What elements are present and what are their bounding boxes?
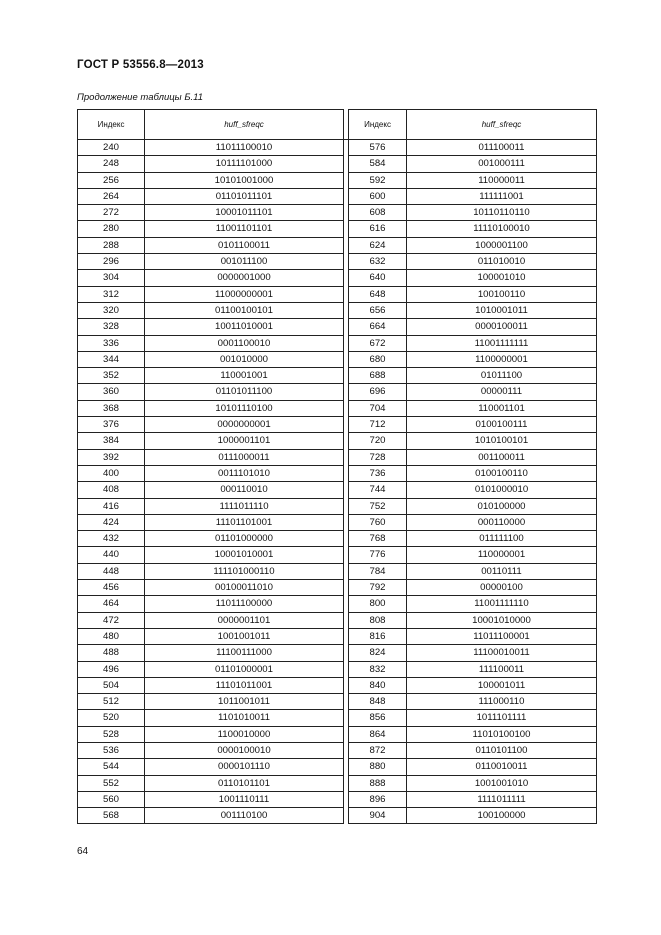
cell-code-right: 0100100111	[407, 417, 597, 433]
cell-index-right: 608	[349, 205, 407, 221]
cell-code-right: 111000110	[407, 694, 597, 710]
cell-index-left: 280	[78, 221, 145, 237]
cell-code-left: 0101100011	[145, 237, 344, 253]
cell-code-left: 0000001000	[145, 270, 344, 286]
cell-code-right: 11100010011	[407, 645, 597, 661]
cell-index-right: 840	[349, 677, 407, 693]
cell-code-left: 0000101110	[145, 759, 344, 775]
table-row	[78, 563, 597, 579]
column-header-index-left: Индекс	[78, 110, 145, 140]
cell-index-right: 688	[349, 368, 407, 384]
cell-code-right: 100001010	[407, 270, 597, 286]
cell-index-right: 872	[349, 742, 407, 758]
cell-code-right: 1111011111	[407, 791, 597, 807]
cell-code-left: 01101000000	[145, 531, 344, 547]
cell-index-right: 576	[349, 140, 407, 156]
cell-index-left: 472	[78, 612, 145, 628]
cell-index-left: 560	[78, 791, 145, 807]
cell-code-right: 010100000	[407, 498, 597, 514]
cell-index-right: 640	[349, 270, 407, 286]
cell-index-right: 600	[349, 188, 407, 204]
cell-index-right: 584	[349, 156, 407, 172]
cell-code-left: 1100010000	[145, 726, 344, 742]
table-header-row	[78, 110, 597, 140]
cell-index-right: 648	[349, 286, 407, 302]
cell-index-left: 496	[78, 661, 145, 677]
cell-index-right: 768	[349, 531, 407, 547]
cell-code-right: 000110000	[407, 514, 597, 530]
cell-index-left: 520	[78, 710, 145, 726]
cell-code-right: 111100011	[407, 661, 597, 677]
cell-index-left: 272	[78, 205, 145, 221]
table-row	[78, 156, 597, 172]
table-row	[78, 417, 597, 433]
cell-index-left: 296	[78, 254, 145, 270]
table-row	[78, 791, 597, 807]
cell-code-right: 0110101100	[407, 742, 597, 758]
cell-index-right: 720	[349, 433, 407, 449]
cell-index-left: 528	[78, 726, 145, 742]
cell-index-right: 696	[349, 384, 407, 400]
cell-code-right: 1010001011	[407, 302, 597, 318]
cell-code-left: 10001011101	[145, 205, 344, 221]
cell-code-left: 1001110111	[145, 791, 344, 807]
column-header-code-right: huff_sfreqc	[407, 110, 597, 140]
cell-code-left: 1000001101	[145, 433, 344, 449]
cell-index-left: 544	[78, 759, 145, 775]
cell-index-left: 344	[78, 351, 145, 367]
cell-index-left: 352	[78, 368, 145, 384]
cell-index-right: 744	[349, 482, 407, 498]
cell-index-left: 504	[78, 677, 145, 693]
table-row	[78, 628, 597, 644]
cell-index-right: 592	[349, 172, 407, 188]
cell-code-right: 11001111111	[407, 335, 597, 351]
cell-index-left: 448	[78, 563, 145, 579]
cell-code-left: 11101011001	[145, 677, 344, 693]
cell-code-left: 0001100010	[145, 335, 344, 351]
table-row	[78, 710, 597, 726]
cell-index-left: 320	[78, 302, 145, 318]
cell-index-right: 728	[349, 449, 407, 465]
cell-index-left: 552	[78, 775, 145, 791]
table-row	[78, 514, 597, 530]
cell-code-right: 1100000001	[407, 351, 597, 367]
table-row	[78, 677, 597, 693]
cell-code-left: 1111011110	[145, 498, 344, 514]
cell-code-left: 0110101101	[145, 775, 344, 791]
table-row	[78, 759, 597, 775]
table-row	[78, 384, 597, 400]
cell-code-left: 11011100010	[145, 140, 344, 156]
cell-code-left: 000110010	[145, 482, 344, 498]
cell-code-right: 10110110110	[407, 205, 597, 221]
column-header-index-right: Индекс	[349, 110, 407, 140]
cell-index-right: 752	[349, 498, 407, 514]
cell-index-left: 304	[78, 270, 145, 286]
cell-code-left: 1101010011	[145, 710, 344, 726]
cell-index-left: 248	[78, 156, 145, 172]
cell-code-left: 10001010001	[145, 547, 344, 563]
cell-code-left: 11000000001	[145, 286, 344, 302]
cell-code-left: 111101000110	[145, 563, 344, 579]
cell-index-right: 824	[349, 645, 407, 661]
cell-code-right: 1000001100	[407, 237, 597, 253]
cell-code-left: 10111101000	[145, 156, 344, 172]
cell-index-right: 784	[349, 563, 407, 579]
cell-index-right: 800	[349, 596, 407, 612]
cell-code-left: 11011100000	[145, 596, 344, 612]
cell-code-right: 00000100	[407, 580, 597, 596]
cell-index-right: 776	[349, 547, 407, 563]
cell-code-left: 0000000001	[145, 417, 344, 433]
cell-index-right: 704	[349, 400, 407, 416]
cell-index-right: 848	[349, 694, 407, 710]
cell-code-left: 11001101101	[145, 221, 344, 237]
cell-code-left: 0011101010	[145, 465, 344, 481]
cell-index-right: 760	[349, 514, 407, 530]
table-row	[78, 351, 597, 367]
cell-code-right: 00000111	[407, 384, 597, 400]
table-row	[78, 172, 597, 188]
cell-code-left: 10101110100	[145, 400, 344, 416]
table-row	[78, 547, 597, 563]
table-row	[78, 270, 597, 286]
cell-index-right: 664	[349, 319, 407, 335]
cell-index-right: 888	[349, 775, 407, 791]
cell-index-left: 408	[78, 482, 145, 498]
table-row	[78, 694, 597, 710]
cell-code-right: 1001001010	[407, 775, 597, 791]
cell-code-left: 11101101001	[145, 514, 344, 530]
table-row	[78, 140, 597, 156]
table-row	[78, 482, 597, 498]
cell-index-left: 488	[78, 645, 145, 661]
cell-code-right: 00110111	[407, 563, 597, 579]
cell-code-right: 011010010	[407, 254, 597, 270]
table-row	[78, 221, 597, 237]
table-row	[78, 742, 597, 758]
cell-code-right: 1010100101	[407, 433, 597, 449]
cell-code-right: 1011101111	[407, 710, 597, 726]
cell-code-right: 0100100110	[407, 465, 597, 481]
table-row	[78, 531, 597, 547]
table-row	[78, 808, 597, 824]
table-row	[78, 645, 597, 661]
cell-index-left: 416	[78, 498, 145, 514]
cell-code-right: 11110100010	[407, 221, 597, 237]
cell-index-left: 336	[78, 335, 145, 351]
cell-index-right: 904	[349, 808, 407, 824]
table-row	[78, 498, 597, 514]
cell-code-left: 1001001011	[145, 628, 344, 644]
table-row	[78, 286, 597, 302]
cell-index-left: 568	[78, 808, 145, 824]
cell-code-right: 110000001	[407, 547, 597, 563]
cell-index-left: 264	[78, 188, 145, 204]
cell-index-right: 864	[349, 726, 407, 742]
cell-index-left: 288	[78, 237, 145, 253]
table-row	[78, 400, 597, 416]
cell-code-left: 11100111000	[145, 645, 344, 661]
code-table	[77, 109, 597, 824]
cell-index-left: 312	[78, 286, 145, 302]
cell-code-left: 01100100101	[145, 302, 344, 318]
cell-code-left: 0000001101	[145, 612, 344, 628]
cell-code-left: 001110100	[145, 808, 344, 824]
cell-code-right: 111111001	[407, 188, 597, 204]
cell-index-right: 832	[349, 661, 407, 677]
cell-index-right: 632	[349, 254, 407, 270]
cell-index-right: 656	[349, 302, 407, 318]
table-row	[78, 319, 597, 335]
cell-code-right: 001000111	[407, 156, 597, 172]
cell-index-left: 328	[78, 319, 145, 335]
cell-code-right: 0000100011	[407, 319, 597, 335]
cell-code-left: 10011010001	[145, 319, 344, 335]
cell-code-left: 01101011100	[145, 384, 344, 400]
cell-code-right: 10001010000	[407, 612, 597, 628]
cell-index-right: 712	[349, 417, 407, 433]
column-header-code-left: huff_sfreqc	[145, 110, 344, 140]
cell-code-right: 110000011	[407, 172, 597, 188]
cell-index-left: 424	[78, 514, 145, 530]
cell-index-left: 536	[78, 742, 145, 758]
table-row	[78, 335, 597, 351]
table-row	[78, 596, 597, 612]
table-row	[78, 368, 597, 384]
cell-index-left: 432	[78, 531, 145, 547]
cell-code-left: 01101011101	[145, 188, 344, 204]
cell-code-right: 001100011	[407, 449, 597, 465]
page-number: 64	[77, 846, 89, 857]
table-row	[78, 580, 597, 596]
cell-index-right: 808	[349, 612, 407, 628]
cell-index-right: 880	[349, 759, 407, 775]
cell-index-left: 368	[78, 400, 145, 416]
cell-code-right: 0101000010	[407, 482, 597, 498]
table-row	[78, 661, 597, 677]
table-row	[78, 612, 597, 628]
cell-code-left: 0111000011	[145, 449, 344, 465]
cell-code-right: 11010100100	[407, 726, 597, 742]
table-row	[78, 449, 597, 465]
cell-code-left: 0000100010	[145, 742, 344, 758]
cell-code-right: 11001111110	[407, 596, 597, 612]
document-header: ГОСТ Р 53556.8—2013	[77, 59, 204, 71]
cell-index-left: 480	[78, 628, 145, 644]
cell-code-left: 110001001	[145, 368, 344, 384]
cell-code-left: 10101001000	[145, 172, 344, 188]
cell-code-right: 100100110	[407, 286, 597, 302]
cell-index-left: 376	[78, 417, 145, 433]
cell-code-left: 1011001011	[145, 694, 344, 710]
cell-index-left: 456	[78, 580, 145, 596]
cell-code-left: 01101000001	[145, 661, 344, 677]
cell-index-left: 384	[78, 433, 145, 449]
cell-code-right: 100100000	[407, 808, 597, 824]
table-row	[78, 465, 597, 481]
cell-index-left: 256	[78, 172, 145, 188]
cell-index-left: 512	[78, 694, 145, 710]
cell-index-right: 624	[349, 237, 407, 253]
cell-code-left: 001010000	[145, 351, 344, 367]
cell-code-right: 011111100	[407, 531, 597, 547]
cell-index-left: 464	[78, 596, 145, 612]
table-row	[78, 302, 597, 318]
cell-code-right: 100001011	[407, 677, 597, 693]
cell-code-left: 001011100	[145, 254, 344, 270]
cell-index-left: 240	[78, 140, 145, 156]
cell-index-right: 816	[349, 628, 407, 644]
cell-index-right: 680	[349, 351, 407, 367]
cell-index-right: 672	[349, 335, 407, 351]
cell-index-left: 400	[78, 465, 145, 481]
cell-code-left: 00100011010	[145, 580, 344, 596]
cell-code-right: 0110010011	[407, 759, 597, 775]
cell-index-right: 896	[349, 791, 407, 807]
cell-index-right: 616	[349, 221, 407, 237]
cell-index-right: 792	[349, 580, 407, 596]
table-caption: Продолжение таблицы Б.11	[77, 92, 204, 103]
table-row	[78, 237, 597, 253]
table-row	[78, 775, 597, 791]
cell-index-right: 736	[349, 465, 407, 481]
cell-code-right: 01011100	[407, 368, 597, 384]
table-row	[78, 254, 597, 270]
table-row	[78, 205, 597, 221]
table-row	[78, 726, 597, 742]
cell-code-right: 11011100001	[407, 628, 597, 644]
cell-code-right: 011100011	[407, 140, 597, 156]
cell-index-left: 440	[78, 547, 145, 563]
table-row	[78, 188, 597, 204]
cell-index-left: 360	[78, 384, 145, 400]
table-row	[78, 433, 597, 449]
cell-code-right: 110001101	[407, 400, 597, 416]
cell-index-left: 392	[78, 449, 145, 465]
cell-index-right: 856	[349, 710, 407, 726]
table-body	[78, 140, 597, 824]
